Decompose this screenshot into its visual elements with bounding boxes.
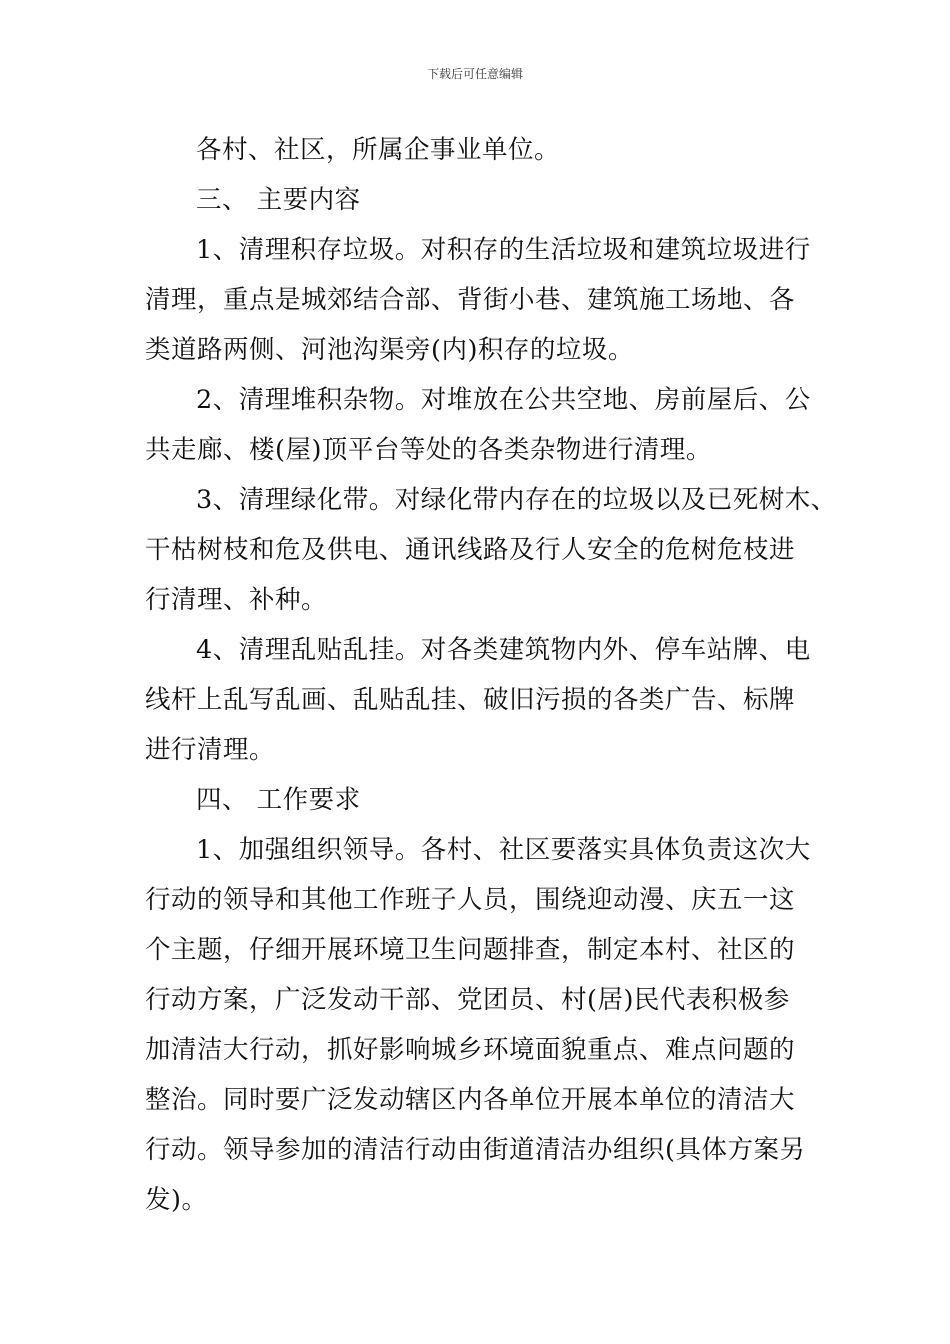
section-heading: 三、 主要内容 <box>196 185 361 215</box>
paragraph-line: 共走廊、楼(屋)顶平台等处的各类杂物进行清理。 <box>145 435 712 465</box>
page-header: 下载后可任意编辑 <box>426 67 523 81</box>
paragraph-line: 行动的领导和其他工作班子人员，围绕迎动漫、庆五一这 <box>145 885 796 915</box>
paragraph-line: 1、清理积存垃圾。对积存的生活垃圾和建筑垃圾进行 <box>196 235 811 265</box>
paragraph-line: 各村、社区，所属企事业单位。 <box>196 135 561 165</box>
paragraph-line: 行动方案，广泛发动干部、党团员、村(居)民代表积极参 <box>145 985 790 1015</box>
paragraph-line: 1、加强组织领导。各村、社区要落实具体负责这次大 <box>196 835 811 865</box>
paragraph-line: 4、清理乱贴乱挂。对各类建筑物内外、停车站牌、电 <box>196 635 811 665</box>
paragraph-line: 加清洁大行动，抓好影响城乡环境面貌重点、难点问题的 <box>145 1035 796 1065</box>
paragraph-line: 3、清理绿化带。对绿化带内存在的垃圾以及已死树木、 <box>196 485 837 515</box>
paragraph-line: 线杆上乱写乱画、乱贴乱挂、破旧污损的各类广告、标牌 <box>145 685 796 715</box>
paragraph-line: 干枯树枝和危及供电、通讯线路及行人安全的危树危枝进 <box>145 535 796 565</box>
paragraph-line: 行动。领导参加的清洁行动由街道清洁办组织(具体方案另 <box>145 1135 806 1165</box>
paragraph-line: 清理，重点是城郊结合部、背街小巷、建筑施工场地、各 <box>145 285 796 315</box>
paragraph-line: 发)。 <box>145 1185 208 1215</box>
document-body <box>145 125 837 1225</box>
paragraph-line: 进行清理。 <box>145 735 276 765</box>
section-heading: 四、 工作要求 <box>196 785 361 815</box>
paragraph-line: 整治。同时要广泛发动辖区内各单位开展本单位的清洁大 <box>145 1085 796 1115</box>
paragraph-line: 个主题，仔细开展环境卫生问题排查，制定本村、社区的 <box>145 935 796 965</box>
paragraph-line: 行清理、补种。 <box>145 585 328 615</box>
paragraph-line: 2、清理堆积杂物。对堆放在公共空地、房前屋后、公 <box>196 385 811 415</box>
paragraph-line: 类道路两侧、河池沟渠旁(内)积存的垃圾。 <box>145 335 634 365</box>
